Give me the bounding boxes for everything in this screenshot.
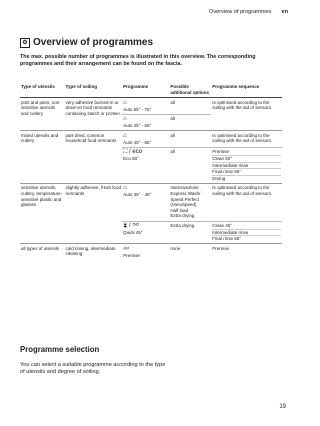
sequence-step: Clean 45° <box>212 223 233 228</box>
options-cell: Extra drying <box>169 221 211 244</box>
column-header: Programme sequence <box>211 83 282 98</box>
soiling-cell: slightly adhesive, fresh food remnants <box>65 183 123 243</box>
section-text: You can select a suitable programme according to the type of utensils and degree of soiling. <box>20 362 166 376</box>
sequence-cell <box>211 131 282 148</box>
utensils-cell: pots and pans, non-sensitive utensils and cutlery <box>20 98 65 131</box>
page-title-text: Overview of programmes <box>33 37 154 48</box>
sequence-cell <box>211 221 282 244</box>
options-cell: all <box>169 114 211 131</box>
table-row <box>20 244 282 260</box>
sequence-step: Intermediate rinse <box>212 229 281 236</box>
options-cell: all <box>169 131 211 148</box>
sequence-step: Prerinse <box>212 245 229 251</box>
sequence-step: Intermediate rinse <box>212 162 281 169</box>
column-header: Type of soiling <box>65 83 123 98</box>
intro-text: The max. possible number of programmes is illustrated in this overview. The corresponding programmes and their arrangement can be found on the fascia. <box>20 54 256 68</box>
auto-program-icon: ⌂ <box>123 132 127 139</box>
programme-name: Prerinse <box>123 252 140 258</box>
programme-name: Quick 45° <box>123 230 143 235</box>
options-cell: all <box>169 147 211 183</box>
programme-cell <box>122 221 169 244</box>
utensils-cell: sensitive utensils, cutlery, temperature-sensitive plastic and glasses <box>20 183 65 243</box>
sequence-cell <box>211 244 282 260</box>
programme-name: Eco 50° <box>123 156 139 162</box>
prerinse-program-icon: ⸗⸗⸗ <box>123 245 130 252</box>
sequence-step: Clean 50° <box>212 155 281 162</box>
programme-cell <box>122 147 169 183</box>
section-title: Programme selection <box>20 345 100 354</box>
sequence-step: Is optimised according to the soiling with the aid of sensors. <box>212 185 273 197</box>
page-title <box>20 37 153 48</box>
programme-name: Auto 35° - 45° <box>123 192 152 198</box>
options-cell: none <box>169 244 211 260</box>
utensils-cell: all types of utensils <box>20 244 65 260</box>
sequence-step: Is optimised according to the soiling with the aid of sensors. <box>212 132 273 144</box>
options-cell: all <box>169 98 211 115</box>
page-number: 19 <box>279 404 286 410</box>
quick-program-icon: ⧗ / ⚯ <box>123 223 140 229</box>
sequence-cell <box>211 183 282 221</box>
table-row <box>20 98 282 115</box>
programme-cell <box>122 131 169 148</box>
auto-program-icon: ⌂ <box>123 116 127 123</box>
programme-cell <box>122 244 169 260</box>
programme-name: Auto 45° - 65° <box>123 139 152 145</box>
soiling-cell: very adhesive burned-in or dried-on food remnants containing starch or protein <box>65 98 123 131</box>
programme-cell <box>122 183 169 221</box>
column-header: Programme <box>122 83 169 98</box>
auto-program-icon: ⌂ <box>123 185 127 192</box>
programme-cell <box>122 98 169 115</box>
column-header: Type of utensils <box>20 83 65 98</box>
table-row <box>20 131 282 148</box>
table-header-row <box>20 83 282 98</box>
programme-table <box>20 83 282 260</box>
sequence-step: Is optimised according to the soiling with the aid of sensors. <box>212 99 273 111</box>
table-row <box>20 183 282 221</box>
sequence-step: Final rinse 55° <box>212 235 281 242</box>
soiling-cell: part dried, common household food remnants <box>65 131 123 184</box>
sequence-step: Prerinse <box>212 149 229 155</box>
utensils-cell: mixed utensils and cutlery <box>20 131 65 184</box>
programme-name: Auto 65° - 75° <box>123 106 152 112</box>
page-header <box>209 9 288 15</box>
soiling-cell: cold rinsing, intermediate cleaning <box>65 244 123 260</box>
programme-name: Auto 45° - 65° <box>123 123 152 129</box>
options-list: IntensiveZone Express Wash/ Speed Perfect (VarioSpeed) Half load Extra drying <box>170 185 201 219</box>
column-header: Possible additional options <box>169 83 211 98</box>
options-cell <box>169 183 211 221</box>
auto-program-icon: ⌂ <box>123 99 127 106</box>
sequence-cell <box>211 147 282 183</box>
header-title: Overview of programmes <box>208 9 272 15</box>
sequence-step: Drying <box>212 175 281 182</box>
eco-program-icon: ⛶ / eco <box>123 149 143 156</box>
sequence-cell <box>211 98 282 131</box>
programme-overview-icon: ⚙ <box>20 38 30 48</box>
sequence-step: Final rinse 65° <box>212 168 281 175</box>
programme-cell <box>122 114 169 131</box>
header-language: en <box>281 9 288 15</box>
